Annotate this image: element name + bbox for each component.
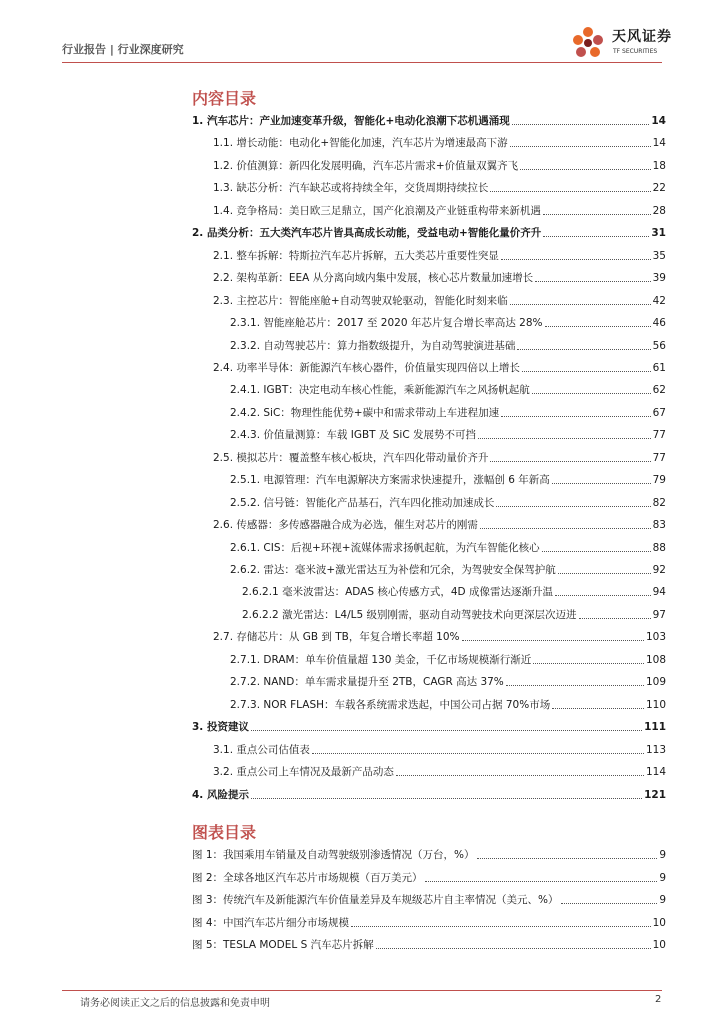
toc-entry-text: 2.1. 整车拆解：特斯拉汽车芯片拆解，五大类芯片重要性突显: [213, 249, 499, 262]
dot-leader: [396, 774, 644, 776]
toc-entry-page: 77: [652, 429, 666, 442]
dot-leader: [512, 123, 650, 125]
toc-entry[interactable]: [192, 426, 666, 442]
toc-entry[interactable]: [192, 539, 666, 555]
toc-entry[interactable]: [192, 179, 666, 195]
toc-entry-text: 2.7.2. NAND：单车需求量提升至 2TB，CAGR 高达 37%: [230, 676, 504, 689]
toc-entry-text: 1. 汽车芯片：产业加速变革升级，智能化+电动化浪潮下芯机遇涌现: [192, 115, 510, 127]
toc-entry-text: 2.6.2. 雷达：毫米波+激光雷达互为补偿和冗余，为驾驶安全保驾护航: [230, 564, 556, 576]
brand-name-en: TF SECURITIES: [613, 48, 658, 55]
toc-entry-text: 2.4. 功率半导体：新能源汽车核心器件，价值量实现四倍以上增长: [213, 361, 520, 374]
toc-entry-page: 31: [651, 227, 666, 240]
figure-entry-text: 图 4：中国汽车芯片细分市场规模: [192, 916, 350, 929]
figure-entry[interactable]: [192, 869, 666, 885]
toc-entry-text: 2.6.1. CIS：后视+环视+流媒体需求扬帆起航，为汽车智能化核心: [230, 541, 540, 554]
toc-entry-text: 2.6. 传感器：多传感器融合成为必选，催生对芯片的刚需: [213, 519, 478, 532]
dot-leader: [425, 880, 658, 882]
toc-entry[interactable]: [192, 651, 666, 667]
toc-entry-page: 14: [651, 115, 666, 127]
toc-entry-page: 92: [652, 564, 666, 576]
toc-entry[interactable]: [192, 134, 666, 150]
toc-entry-text: 2.2. 架构革新：EEA 从分离向域内集中发展，核心芯片数量加速增长: [213, 272, 534, 285]
toc-entry-text: 3.1. 重点公司估值表: [213, 743, 310, 756]
toc-entry-page: 97: [652, 608, 666, 621]
toc-entry-text: 3. 投资建议: [192, 721, 249, 734]
dot-leader: [520, 168, 650, 170]
toc-entry-text: 2.5.1. 电源管理：汽车电源解决方案需求快速提升，涨幅创 6 年新高: [230, 474, 550, 487]
toc-entry-page: 42: [652, 294, 666, 307]
dot-leader: [490, 190, 650, 192]
toc-entry[interactable]: [192, 763, 666, 779]
toc-entry[interactable]: [192, 269, 666, 285]
disclaimer-text: 请务必阅读正文之后的信息披露和免责申明: [80, 998, 270, 1009]
figure-entry-page: 9: [659, 894, 666, 906]
toc-entry-page: 56: [652, 339, 666, 352]
toc-entry-text: 2.4.1. IGBT：决定电动车核心性能，乘新能源汽车之风扬帆起航: [230, 384, 530, 397]
toc-entry[interactable]: [192, 696, 666, 712]
figure-entry[interactable]: [192, 936, 666, 952]
figure-entry[interactable]: [192, 891, 666, 907]
toc-entry-page: 62: [652, 384, 666, 397]
toc-entry[interactable]: [192, 404, 666, 420]
dot-leader: [552, 707, 644, 709]
toc-entry-text: 4. 风险提示: [192, 788, 249, 801]
toc-entry-page: 114: [645, 766, 666, 779]
toc-entry-page: 113: [645, 743, 666, 756]
toc-entry[interactable]: [192, 359, 666, 375]
dot-leader: [376, 947, 651, 949]
toc-entry[interactable]: [192, 673, 666, 689]
dot-leader: [480, 527, 651, 529]
toc-entry-page: 39: [652, 272, 666, 285]
toc-entry[interactable]: [192, 786, 666, 802]
toc-entry-page: 67: [652, 406, 666, 419]
dot-leader: [506, 684, 644, 686]
dot-leader: [312, 752, 644, 754]
toc-entry-text: 2.5.2. 信号链：智能化产品基石，汽车四化推动加速成长: [230, 496, 495, 509]
toc-entry-text: 2.4.2. SiC：物理性能优势+碳中和需求带动上车进程加速: [230, 406, 500, 419]
page-number: 2: [655, 994, 662, 1005]
toc-title: 内容目录: [192, 89, 257, 108]
toc-entry-text: 2.3.2. 自动驾驶芯片：算力指数级提升，为自动驾驶演进基础: [230, 339, 516, 352]
toc-entry-page: 28: [652, 204, 666, 217]
toc-entry-text: 2.6.2.1 毫米波雷达：ADAS 核心传感方式，4D 成像雷达逐渐升温: [242, 586, 553, 599]
dot-leader: [532, 392, 651, 394]
toc-entry-page: 111: [644, 721, 666, 734]
toc-entry-text: 1.3. 缺芯分析：汽车缺芯或将持续全年，交货周期持续拉长: [213, 182, 489, 195]
toc-entry[interactable]: [192, 741, 666, 757]
dot-leader: [510, 145, 651, 147]
dot-leader: [555, 594, 651, 596]
toc-entry[interactable]: [192, 449, 666, 465]
toc-entry[interactable]: [192, 494, 666, 510]
dot-leader: [501, 258, 651, 260]
toc-entry[interactable]: [192, 606, 666, 622]
toc-entry-text: 2.7.3. NOR FLASH：车载各系统需求迭起，中国公司占据 70%市场: [230, 698, 551, 711]
dot-leader: [477, 857, 658, 859]
figure-entry[interactable]: [192, 914, 666, 930]
dot-leader: [501, 415, 651, 417]
toc-entry[interactable]: [192, 337, 666, 353]
toc-entry-page: 103: [645, 631, 666, 644]
figure-entry-page: 10: [652, 939, 666, 951]
toc-entry-page: 18: [652, 159, 666, 172]
toc-entry-page: 46: [652, 317, 666, 330]
toc-entry[interactable]: [192, 561, 666, 577]
dot-leader: [558, 572, 651, 574]
figure-entry-page: 9: [659, 871, 666, 884]
figure-entry-text: 图 2：全球各地区汽车芯片市场规模（百万美元）: [192, 871, 423, 884]
toc-entry[interactable]: [192, 224, 666, 240]
brand-name-cn: 天风证券: [612, 29, 672, 45]
toc-entry-page: 83: [652, 519, 666, 532]
figure-entry-text: 图 5：TESLA MODEL S 汽车芯片拆解: [192, 939, 374, 951]
toc-entry-page: 110: [645, 698, 666, 711]
logo-flower-icon: [568, 24, 608, 64]
toc-entry[interactable]: [192, 202, 666, 218]
figure-entry-page: 9: [659, 849, 666, 861]
toc-entry-text: 2.3.1. 智能座舱芯片：2017 至 2020 年芯片复合增长率高达 28%: [230, 317, 543, 330]
dot-leader: [251, 729, 642, 731]
toc-entry-page: 109: [645, 676, 666, 689]
brand-logo: [568, 24, 678, 64]
toc-entry-text: 2. 品类分析：五大类汽车芯片皆具高成长动能，受益电动+智能化量价齐升: [192, 227, 542, 240]
dot-leader: [579, 617, 651, 619]
figure-entry-text: 图 3：传统汽车及新能源汽车价值量差异及车规级芯片自主率情况（美元、%）: [192, 894, 559, 906]
figure-entry-text: 图 1：我国乘用车销量及自动驾驶级别渗透情况（万台，%）: [192, 849, 475, 861]
footer-divider: [62, 990, 662, 991]
toc-entry-page: 22: [652, 182, 666, 195]
dot-leader: [517, 348, 650, 350]
dot-leader: [478, 437, 651, 439]
dot-leader: [542, 550, 651, 552]
toc-entry[interactable]: [192, 471, 666, 487]
toc-entry-text: 2.6.2.2 激光雷达：L4/L5 级别刚需，驱动自动驾驶技术向更深层次迈进: [242, 608, 577, 621]
dot-leader: [522, 370, 651, 372]
dot-leader: [535, 280, 650, 282]
toc-entry-page: 14: [652, 137, 666, 150]
toc-entry[interactable]: [192, 628, 666, 644]
toc-entry-text: 2.7.1. DRAM：单车价值量超 130 美金，千亿市场规模渐行渐近: [230, 653, 532, 666]
toc-entry[interactable]: [192, 314, 666, 330]
toc-entry[interactable]: [192, 381, 666, 397]
dot-leader: [533, 662, 644, 664]
toc-entry-text: 2.5. 模拟芯片：覆盖整车核心板块，汽车四化带动量价齐升: [213, 451, 489, 464]
toc-entry-text: 3.2. 重点公司上车情况及最新产品动态: [213, 766, 394, 779]
toc-entry[interactable]: [192, 157, 666, 173]
toc-entry-text: 2.7. 存储芯片：从 GB 到 TB，年复合增长率超 10%: [213, 631, 460, 644]
toc-entry-page: 108: [645, 653, 666, 666]
dot-leader: [462, 639, 644, 641]
report-type-label: 行业报告 | 行业深度研究: [62, 43, 184, 56]
figure-entry-page: 10: [652, 916, 666, 929]
figures-title: 图表目录: [192, 823, 257, 842]
header-divider: [62, 62, 662, 63]
dot-leader: [561, 902, 658, 904]
toc-entry[interactable]: [192, 718, 666, 734]
dot-leader: [552, 482, 651, 484]
toc-entry-page: 35: [652, 249, 666, 262]
dot-leader: [543, 235, 649, 237]
dot-leader: [543, 213, 651, 215]
toc-entry-page: 94: [652, 586, 666, 599]
dot-leader: [251, 797, 642, 799]
toc-entry-page: 79: [652, 474, 666, 487]
dot-leader: [545, 325, 651, 327]
toc-entry-page: 61: [652, 361, 666, 374]
toc-entry-text: 1.1. 增长动能：电动化+智能化加速，汽车芯片为增速最高下游: [213, 137, 508, 150]
toc-entry-page: 121: [644, 788, 666, 801]
toc-entry[interactable]: [192, 112, 666, 128]
dot-leader: [490, 460, 650, 462]
toc-entry-page: 82: [652, 496, 666, 509]
dot-leader: [351, 925, 651, 927]
toc-entry-page: 77: [652, 451, 666, 464]
dot-leader: [496, 505, 650, 507]
toc-entry-text: 1.2. 价值测算：新四化发展明确，汽车芯片需求+价值量双翼齐飞: [213, 159, 519, 172]
toc-entry[interactable]: [192, 583, 666, 599]
toc-entry-text: 2.3. 主控芯片：智能座舱+自动驾驶双轮驱动，智能化时刻来临: [213, 294, 508, 307]
toc-entry[interactable]: [192, 247, 666, 263]
figure-entry[interactable]: [192, 846, 666, 862]
toc-entry-text: 2.4.3. 价值量测算：车载 IGBT 及 SiC 发展势不可挡: [230, 429, 477, 442]
toc-entry-text: 1.4. 竞争格局：美日欧三足鼎立，国产化浪潮及产业链重构带来新机遇: [213, 204, 541, 217]
toc-entry-page: 88: [652, 541, 666, 554]
toc-entry[interactable]: [192, 516, 666, 532]
toc-entry[interactable]: [192, 292, 666, 308]
dot-leader: [510, 303, 651, 305]
